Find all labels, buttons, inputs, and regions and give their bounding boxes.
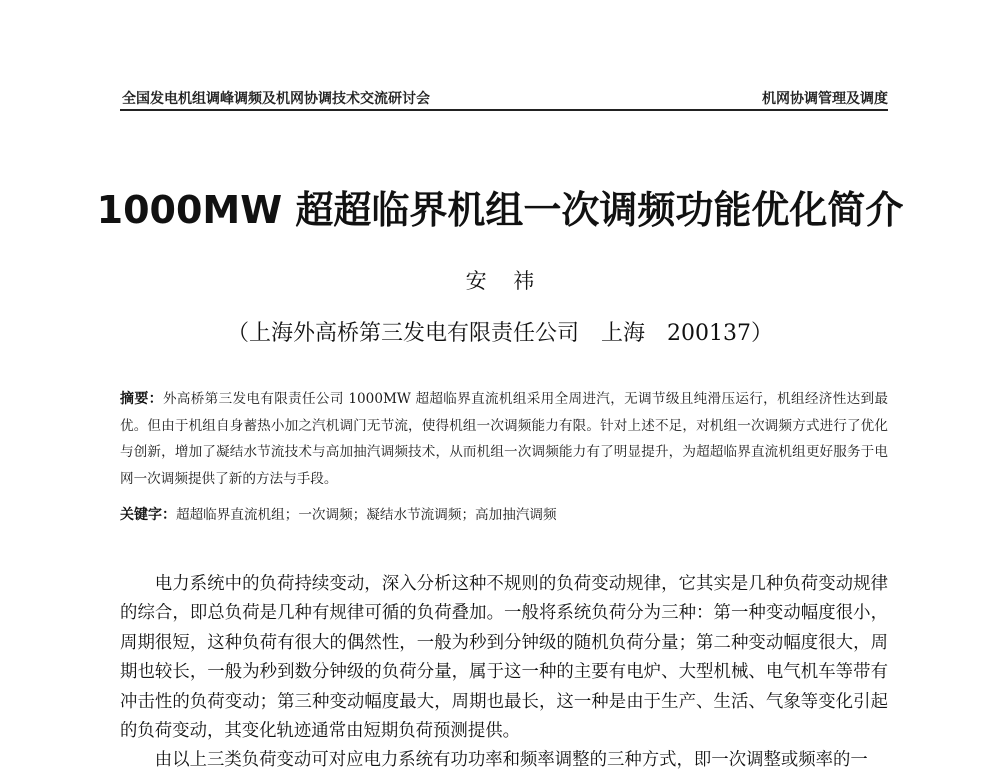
author-affiliation: （上海外高桥第三发电有限责任公司 上海 200137）	[227, 321, 773, 346]
author-name: 安 祎	[465, 269, 545, 293]
body-paragraph: 由以上三类负荷变动可对应电力系统有功功率和频率调整的三种方式，即一次调整或频率的一	[154, 750, 868, 771]
paper-title: 1000MW 超超临界机组一次调频功能优化简介	[96, 188, 904, 232]
abstract-label: 摘要：	[120, 391, 163, 407]
body-paragraph: 电力系统中的负荷持续变动，深入分析这种不规则的负荷变动规律，它其实是几种负荷变动规律的综合，即总负荷是几种有规律可循的负荷叠加。一般将系统负荷分为三种：第一种变动幅度很小，周期很短，这种负荷有很大的偶然性，一般为秒到分钟级的随机负荷分量；第二种变动幅度很大，周期也较长，一般为秒到数分钟级的负荷分量，属于这一种的主要有电炉、大型机械、电气机车等带有冲击性的负荷变动；第三种变动幅度最大，周期也最长，这一种是由于生产、生活、气象等变化引起的负荷变动，其变化轨迹通常由短期负荷预测提供。	[120, 574, 888, 742]
abstract	[120, 386, 888, 492]
body-text	[120, 570, 888, 776]
section-name: 机网协调管理及调度	[762, 91, 888, 107]
conference-name: 全国发电机组调峰调频及机网协调技术交流研讨会	[122, 91, 430, 107]
abstract-text: 外高桥第三发电有限责任公司 1000MW 超超临界直流机组采用全周进汽，无调节级且纯滑压运行，机组经济性达到最优。但由于机组自身蓄热小加之汽机调门无节流，使得机组一次调频能力有限。针对上述不足，对机组一次调频方式进行了优化与创新，增加了凝结水节流技术与高加抽汽调频技术，从而机组一次调频能力有了明显提升，为超超临界直流机组更好服务于电网一次调频提供了新的方法与手段。	[120, 391, 889, 487]
keywords	[120, 502, 888, 529]
keywords-label: 关键字：	[120, 507, 176, 523]
keywords-text: 超超临界直流机组；一次调频；凝结水节流调频；高加抽汽调频	[176, 507, 557, 523]
header-rule	[120, 109, 888, 111]
